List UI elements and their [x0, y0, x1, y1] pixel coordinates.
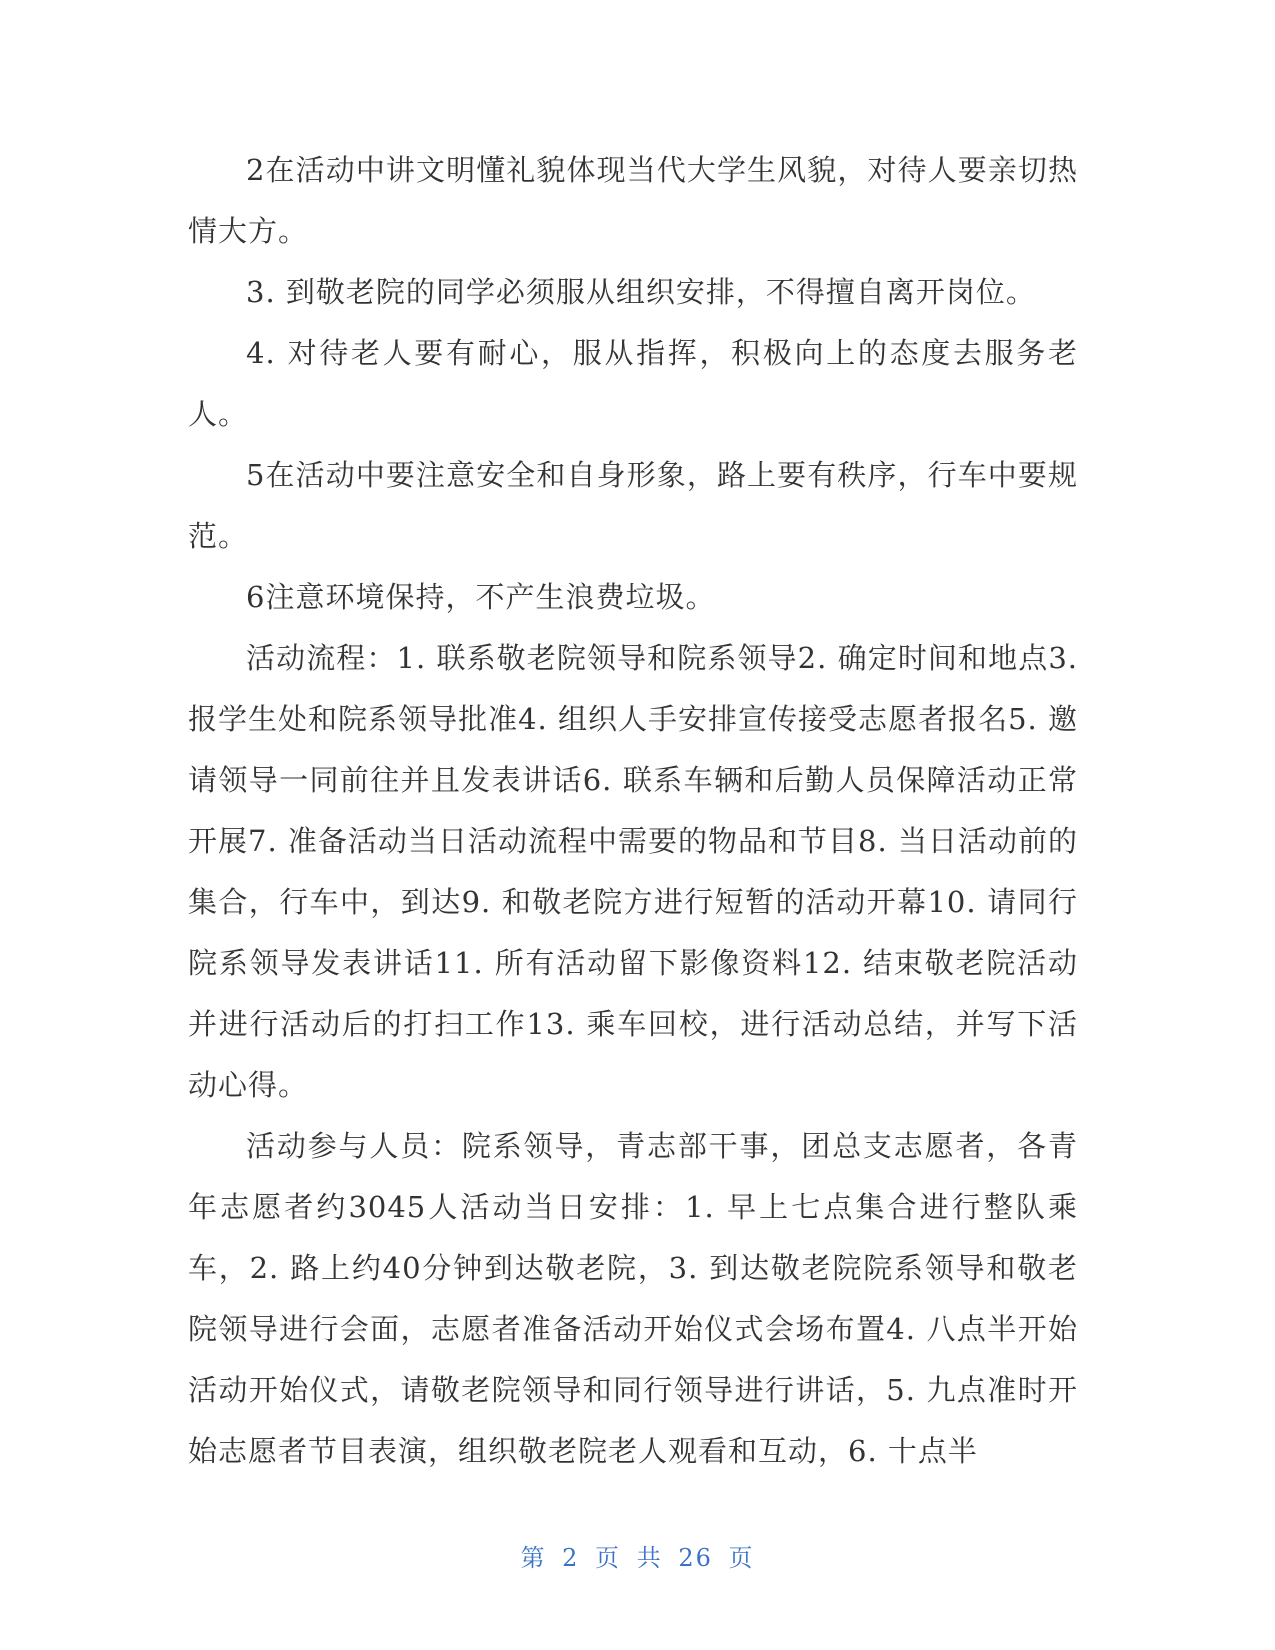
- footer-suffix: 页: [728, 1544, 755, 1572]
- footer-current-page: 2: [562, 1544, 580, 1572]
- paragraph-rule-6: 6注意环境保持，不产生浪费垃圾。: [246, 580, 716, 614]
- footer-total-pages: 26: [678, 1544, 713, 1572]
- paragraph-rule-5: 5在活动中要注意安全和自身形象，路上要有秩序，行车中要规范。: [188, 458, 1078, 553]
- paragraph-rule-2: 2在活动中讲文明懂礼貌体现当代大学生风貌，对待人要亲切热情大方。: [188, 153, 1078, 248]
- paragraph-rule-4: 4. 对待老人要有耐心，服从指挥，积极向上的态度去服务老人。: [188, 336, 1078, 431]
- paragraph-participants-schedule: 活动参与人员：院系领导，青志部干事，团总支志愿者，各青年志愿者约3045人活动当日安排：1. 早上七点集合进行整队乘车，2. 路上约40分钟到达敬老院，3. 到达敬老院院系领导和敬老院领导进行会面，志愿者准备活动开始仪式会场布置4. 八点半开始活动开始仪式，请敬老院领导和同行领导进行讲话，5. 九点准时开始志愿者节目表演，组织敬老院老人观看和互动，6. 十点半: [188, 1129, 1078, 1468]
- footer-total-label: 共: [636, 1544, 663, 1572]
- paragraph-rule-3: 3. 到敬老院的同学必须服从组织安排，不得擅自离开岗位。: [246, 275, 1036, 309]
- document-body: [188, 140, 1078, 1482]
- paragraph-activity-process: 活动流程：1. 联系敬老院领导和院系领导2. 确定时间和地点3. 报学生处和院系领导批准4. 组织人手安排宣传接受志愿者报名5. 邀请领导一同前往并且发表讲话6. 联系车辆和后勤人员保障活动正常开展7. 准备活动当日活动流程中需要的物品和节目8. 当日活动前的集合，行车中，到达9. 和敬老院方进行短暂的活动开幕10. 请同行院系领导发表讲话11. 所有活动留下影像资料12. 结束敬老院活动并进行活动后的打扫工作13. 乘车回校，进行活动总结，并写下活动心得。: [188, 641, 1078, 1102]
- page-footer: [0, 1538, 1275, 1573]
- footer-prefix: 第: [520, 1544, 547, 1572]
- footer-page-label: 页: [595, 1544, 622, 1572]
